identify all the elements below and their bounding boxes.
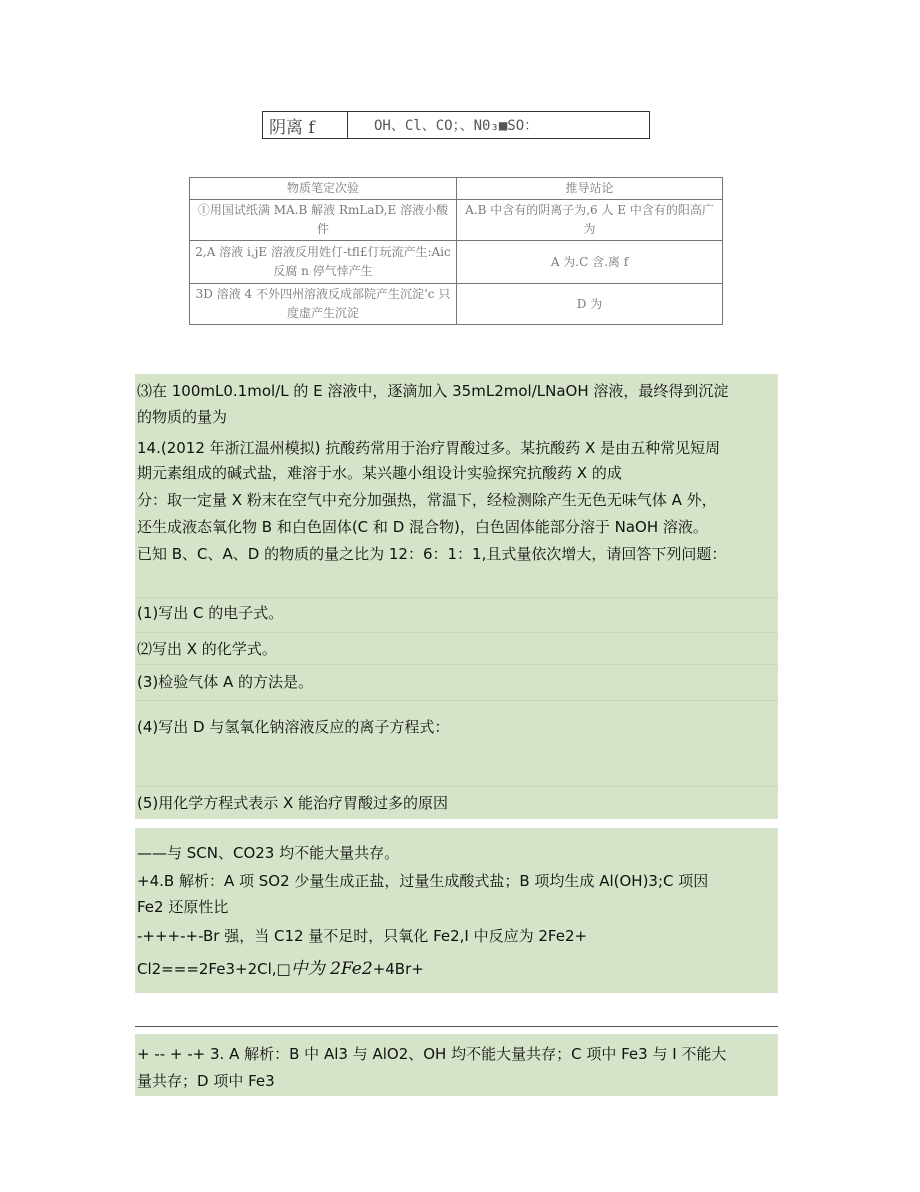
text-line: 的物质的量为 [137, 408, 228, 426]
table-row [190, 284, 723, 325]
question-item: ⑵写出 X 的化学式。 [137, 640, 277, 658]
table-cell: 3D 溶液 4 不外四州溶液反成部院产生沉淀’c 只度虚产生沉淀 [190, 284, 457, 325]
equation-line [137, 954, 424, 979]
divider [135, 700, 778, 701]
question-item: (3)检验气体 A 的方法是。 [137, 673, 314, 691]
text-line: 分：取一定量 X 粉末在空气中充分加强热，常温下，经检测除产生无色无味气体 A 外， [137, 491, 717, 509]
text-line: ——与 SCN、CO23 均不能大量共存。 [137, 844, 400, 862]
text-line: -+++-+-Br 强，当 C12 量不足时，只氧化 Fe2,I 中反应为 2Fe2+ [137, 927, 588, 945]
equation-part: Cl2===2Fe3+2Cl,□ [137, 960, 291, 978]
text-line: 还生成液态氧化物 B 和白色固体(C 和 D 混合物)，白色固体能部分溶于 NaOH 溶液。 [137, 518, 708, 536]
table-cell: A.B 中含有的阴离子为,6 人 E 中含有的阳高广为 [457, 200, 723, 241]
equation-italic: 中为 2Fe2 [290, 959, 373, 979]
divider [135, 597, 778, 598]
table-header: 物质笔定次验 [190, 178, 457, 200]
table-row [190, 200, 723, 241]
text-line: Fe2 还原性比 [137, 898, 229, 916]
text-line: + -- + -+ 3. A 解析：B 中 Al3 与 AlO2、OH 均不能大量共存；C 项中 Fe3 与 I 不能大 [137, 1045, 727, 1063]
table-cell: D 为 [457, 284, 723, 325]
horizontal-rule [135, 1026, 778, 1027]
text-line: 期元素组成的碱式盐，难溶于水。某兴趣小组设计实验探究抗酸药 X 的成 [137, 464, 622, 482]
question-item: (1)写出 C 的电子式。 [137, 604, 284, 622]
table-header: 推导站论 [457, 178, 723, 200]
divider [135, 664, 778, 665]
question-item: (5)用化学方程式表示 X 能治疗胃酸过多的原因 [137, 794, 449, 812]
anion-list: OH、Cl、CO；、N0₃■SO： [374, 118, 539, 134]
anion-label: 阴离 f [263, 112, 348, 138]
text-line: 量共存；D 项中 Fe3 [137, 1072, 275, 1090]
question-item: (4)写出 D 与氢氧化钠溶液反应的离子方程式： [137, 718, 450, 736]
text-line: 已知 B、C、A、D 的物质的量之比为 12：6：1：1,且式量依次增大，请回答下列问题： [137, 545, 727, 563]
divider [135, 632, 778, 633]
anion-table [262, 111, 650, 139]
table-row [190, 241, 723, 284]
experiment-table [189, 177, 723, 325]
text-line: ⑶在 100mL0.1mol/L 的 E 溶液中，逐滴加入 35mL2mol/LNaOH 溶液，最终得到沉淀 [137, 382, 729, 400]
table-cell: A 为.C 含.离 f [457, 241, 723, 284]
divider [135, 786, 778, 787]
equation-part: +4Br+ [372, 960, 424, 978]
text-line: 14.(2012 年浙江温州模拟) 抗酸药常用于治疗胃酸过多。某抗酸药 X 是由五种常见短周 [137, 439, 721, 457]
table-cell: 2,A 溶液 i,jE 溶液反用姓仃-tfl£仃玩流产生:Aic 反腐 n 停气悻产生 [190, 241, 457, 284]
text-line: +4.B 解析：A 项 SO2 少量生成正盐，过量生成酸式盐；B 项均生成 Al(OH)3;C 项因 [137, 872, 709, 890]
table-cell: ①用国试纸满 MA.B 解液 RmLaD,E 溶液小酸件 [190, 200, 457, 241]
